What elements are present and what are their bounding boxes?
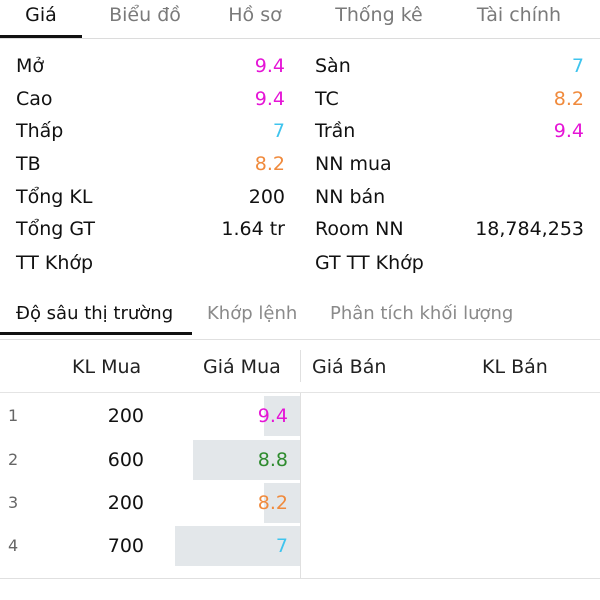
divider: [0, 578, 600, 579]
stat-value-thap: 7: [272, 120, 285, 142]
stat-label-thap: Thấp: [16, 120, 64, 142]
kl-mua-value: 600: [107, 449, 144, 471]
stat-label-gt-tt-khop: GT TT Khớp: [315, 252, 424, 274]
kl-mua-value: 700: [107, 535, 144, 557]
stat-value-tong-kl: 200: [248, 186, 285, 208]
tab-do-sau-thi-truong[interactable]: Độ sâu thị trường: [16, 303, 174, 324]
gia-mua-value: 7: [275, 535, 288, 557]
top-tab-bar: [0, 0, 600, 38]
header-column-divider: [300, 350, 301, 382]
header-kl-mua: KL Mua: [72, 356, 142, 378]
stat-value-tran: 9.4: [553, 120, 584, 142]
stat-value-nn-mua: [430, 151, 584, 177]
stat-label-san: Sàn: [315, 55, 351, 77]
stat-value-gt-tt-khop: [430, 250, 584, 276]
row-index: 3: [8, 493, 19, 512]
row-index: 2: [8, 450, 19, 469]
stat-label-nn-mua: NN mua: [315, 153, 392, 175]
active-subtab-indicator: [0, 332, 192, 335]
stat-value-tt-khop: [185, 250, 285, 276]
stat-label-tt-khop: TT Khớp: [16, 252, 94, 274]
sub-tab-bar: [0, 296, 600, 340]
stat-value-nn-ban: [430, 184, 584, 210]
kl-mua-value: 200: [107, 492, 144, 514]
stat-label-mo: Mở: [16, 55, 45, 77]
gia-mua-value: 8.2: [257, 492, 288, 514]
kl-mua-value: 200: [107, 405, 144, 427]
header-gia-mua: Giá Mua: [203, 356, 281, 378]
stat-value-san: 7: [571, 55, 584, 77]
stat-value-tong-gt: 1.64 tr: [221, 218, 285, 240]
row-index: 4: [8, 536, 19, 555]
tab-gia[interactable]: Giá: [25, 4, 57, 26]
tab-khop-lenh[interactable]: Khớp lệnh: [207, 303, 298, 324]
stat-value-tb: 8.2: [254, 153, 285, 175]
stat-label-tb: TB: [16, 153, 41, 175]
divider: [0, 339, 600, 340]
stat-label-tong-gt: Tổng GT: [16, 218, 96, 240]
stat-label-tc: TC: [315, 88, 339, 110]
stat-label-cao: Cao: [16, 88, 53, 110]
header-gia-ban: Giá Bán: [312, 356, 387, 378]
header-kl-ban: KL Bán: [482, 356, 548, 378]
tab-thong-ke[interactable]: Thống kê: [335, 4, 423, 26]
row-index: 1: [8, 406, 19, 425]
stat-value-cao: 9.4: [254, 88, 285, 110]
tab-bieu-do[interactable]: Biểu đồ: [109, 4, 181, 26]
divider: [0, 38, 600, 39]
stat-label-room-nn: Room NN: [315, 218, 404, 240]
tab-tai-chinh[interactable]: Tài chính: [476, 4, 562, 26]
tab-phan-tich-khoi-luong[interactable]: Phân tích khối lượng: [330, 303, 514, 324]
stat-value-mo: 9.4: [254, 55, 285, 77]
gia-mua-value: 9.4: [257, 405, 288, 427]
stat-label-nn-ban: NN bán: [315, 186, 386, 208]
stat-value-room-nn: 18,784,253: [475, 218, 584, 240]
tab-ho-so[interactable]: Hồ sơ: [228, 4, 282, 26]
orderbook-column-divider: [300, 393, 301, 578]
gia-mua-value: 8.8: [257, 449, 288, 471]
stat-value-tc: 8.2: [553, 88, 584, 110]
stat-label-tong-kl: Tổng KL: [16, 186, 93, 208]
stat-label-tran: Trần: [315, 120, 356, 142]
